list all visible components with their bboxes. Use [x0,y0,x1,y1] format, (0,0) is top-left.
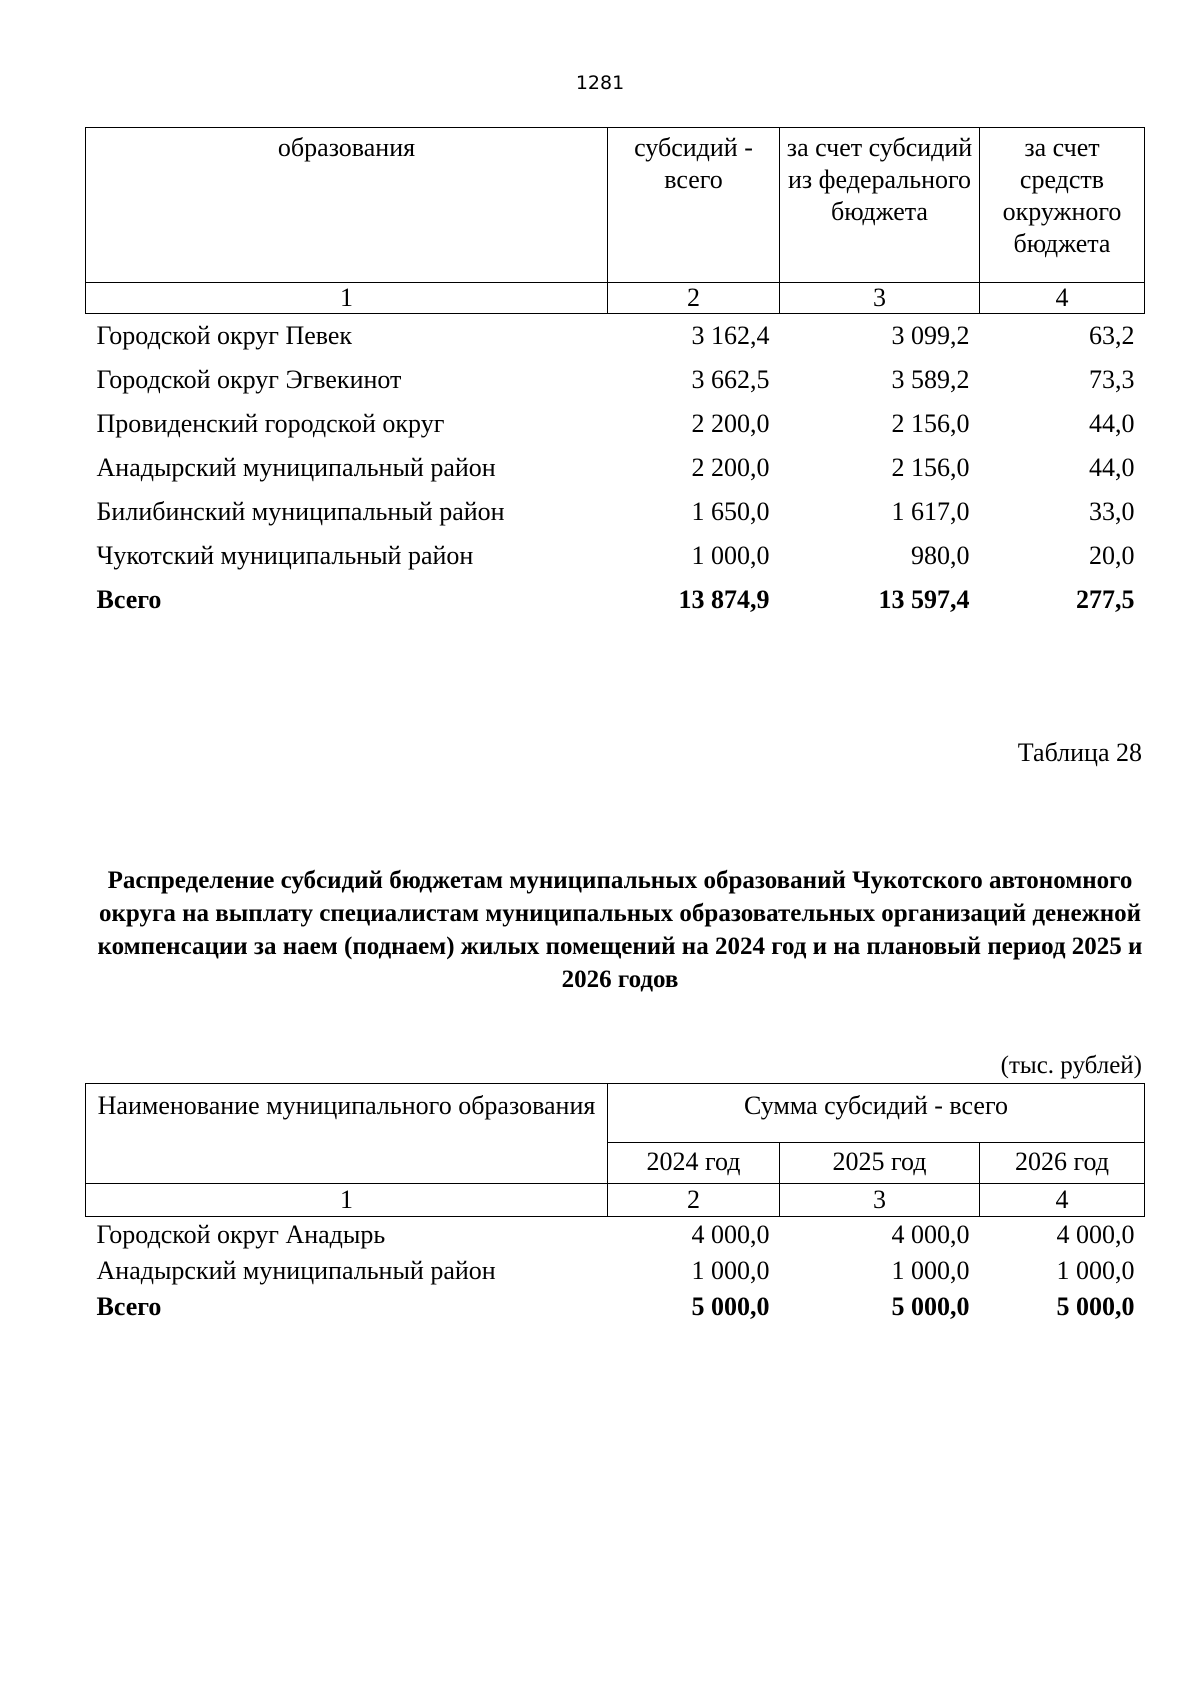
total-value: 1 000,0 [691,541,770,570]
value-2025: 1 000,0 [891,1256,970,1285]
federal-value: 13 597,4 [878,585,970,614]
header-year: 2024 год [608,1143,780,1184]
table-number-label: Таблица 28 [1017,738,1142,767]
column-index: 2 [608,1184,780,1217]
total-value: 13 874,9 [678,585,770,614]
column-index-row [86,1184,1145,1217]
okrug-value: 44,0 [1089,409,1135,438]
total-value: 2 200,0 [691,409,770,438]
column-index: 1 [86,1184,608,1217]
value-2025: 5 000,0 [891,1292,970,1321]
total-row [86,578,1145,622]
federal-value: 980,0 [911,541,970,570]
okrug-value: 33,0 [1089,497,1135,526]
municipality-name: Билибинский муниципальный район [96,497,505,526]
total-value: 3 162,4 [691,321,770,350]
column-index-row [86,283,1145,314]
value-2025: 4 000,0 [891,1220,970,1249]
column-index: 2 [608,283,780,314]
municipality-name: Провиденский городской округ [96,409,445,438]
table-title: Распределение субсидий бюджетам муниципальных образований Чукотского автономного округа на выплату специалистам муниципальных образовательных организаций денежной компенсации за наем (поднаем) жилых помещений на 2024 год и на плановый период 2025 и 2026 годов [97,867,1143,993]
value-2024: 4 000,0 [691,1220,770,1249]
table-28 [85,1083,1145,1325]
value-2026: 1 000,0 [1056,1256,1135,1285]
value-2026: 4 000,0 [1056,1220,1135,1249]
table-row [86,1217,1145,1254]
value-2026: 5 000,0 [1056,1292,1135,1321]
table-row [86,446,1145,490]
table-row [86,1253,1145,1289]
municipality-name: Чукотский муниципальный район [96,541,474,570]
column-index: 1 [86,283,608,314]
federal-value: 1 617,0 [891,497,970,526]
federal-value: 3 589,2 [891,365,970,394]
federal-value: 2 156,0 [891,453,970,482]
table-header-row [86,128,1145,283]
total-label: Всего [96,1292,162,1321]
total-value: 3 662,5 [691,365,770,394]
total-row [86,1289,1145,1325]
header-year: 2026 год [980,1143,1145,1184]
table-row [86,490,1145,534]
federal-value: 2 156,0 [891,409,970,438]
table-header-row [86,1084,1145,1143]
header-federal-budget: за счет субсидий из федерального бюджета [780,128,980,283]
column-index: 4 [980,1184,1145,1217]
federal-value: 3 099,2 [891,321,970,350]
municipality-name: Городской округ Певек [96,321,353,350]
municipality-name: Городской округ Анадырь [96,1220,386,1249]
municipality-name: Городской округ Эгвекинот [96,365,402,394]
total-value: 1 650,0 [691,497,770,526]
okrug-value: 277,5 [1076,585,1135,614]
value-2024: 1 000,0 [691,1256,770,1285]
okrug-value: 44,0 [1089,453,1135,482]
column-index: 4 [980,283,1145,314]
table-row [86,534,1145,578]
table-row [86,314,1145,359]
total-label: Всего [96,585,162,614]
header-year: 2025 год [780,1143,980,1184]
page-number: 1281 [575,72,625,94]
header-municipality: образования [86,128,608,283]
okrug-value: 63,2 [1089,321,1135,350]
units-label: (тыс. рублей) [1000,1052,1142,1079]
table-row [86,402,1145,446]
total-value: 2 200,0 [691,453,770,482]
subsidy-table-continued [85,127,1145,622]
value-2024: 5 000,0 [691,1292,770,1321]
column-index: 3 [780,1184,980,1217]
municipality-name: Анадырский муниципальный район [96,453,496,482]
okrug-value: 73,3 [1089,365,1135,394]
municipality-name: Анадырский муниципальный район [96,1256,496,1285]
header-municipality: Наименование муниципального образования [86,1084,608,1184]
header-total-subsidies: субсидий - всего [608,128,780,283]
header-okrug-budget: за счет средств окружного бюджета [980,128,1145,283]
header-subsidy-sum: Сумма субсидий - всего [608,1084,1145,1143]
okrug-value: 20,0 [1089,541,1135,570]
column-index: 3 [780,283,980,314]
table-row [86,358,1145,402]
